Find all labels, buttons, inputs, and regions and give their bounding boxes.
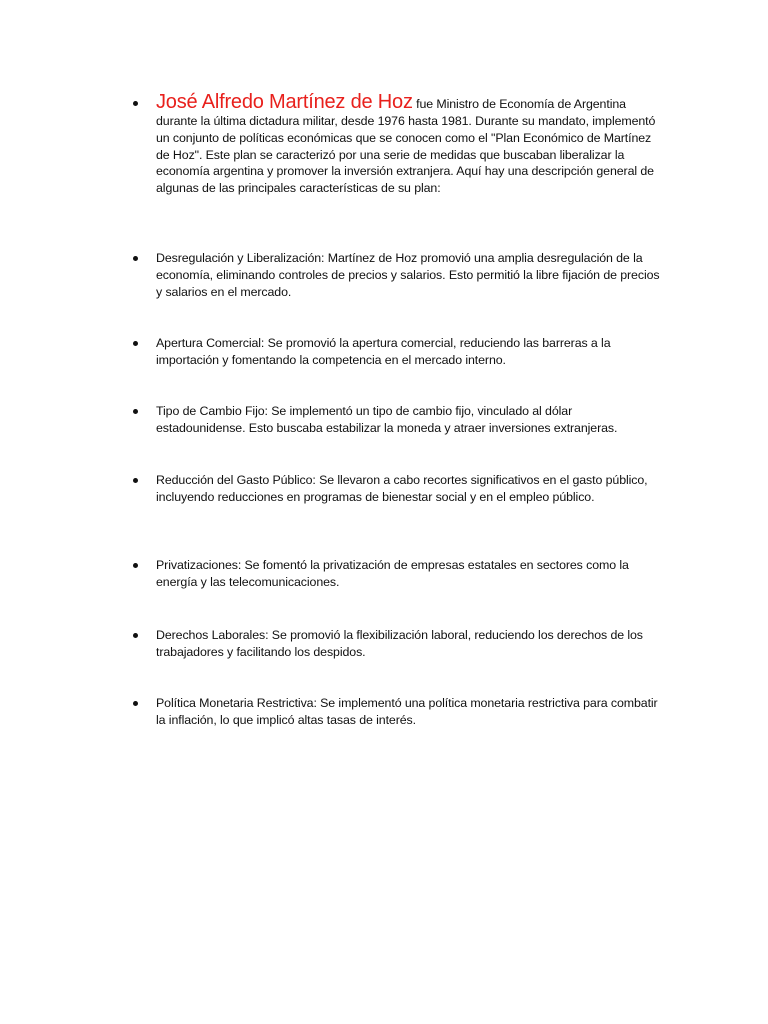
bullet-marker [133,409,138,414]
list-item-text: Privatizaciones: Se fomentó la privatización de empresas estatales en sectores como la energía y las telecomunicaciones. [156,558,629,589]
bullet-marker [133,101,138,106]
bullet-marker [133,633,138,638]
bullet-marker [133,478,138,483]
list-item [156,250,661,300]
list-item-text: Desregulación y Liberalización: Martínez de Hoz promovió una amplia desregulación de la economía, eliminando controles de precios y salarios. Esto permitió la libre fijación de precios y salarios en el mercado. [156,251,660,299]
list-item [156,627,661,661]
list-item [156,472,661,506]
bullet-marker [133,701,138,706]
list-item-text: Política Monetaria Restrictiva: Se implementó una política monetaria restrictiva para combatir la inflación, lo que implicó altas tasas de interés. [156,696,658,727]
intro-bullet-item [156,91,661,197]
list-item [156,403,661,437]
list-item [156,335,661,369]
bullet-marker [133,256,138,261]
intro-paragraph: fue Ministro de Economía de Argentina durante la última dictadura militar, desde 1976 hasta 1981. Durante su mandato, implementó un conjunto de políticas económicas que se conocen como el "Plan Económico de Martínez de Hoz". Este plan se caracterizó por una serie de medidas que buscaban liberalizar la economía argentina y promover la inversión extranjera. Aquí hay una descripción general de algunas de las principales características de su plan: [156,97,656,196]
list-item-text: Derechos Laborales: Se promovió la flexibilización laboral, reduciendo los derechos de los trabajadores y facilitando los despidos. [156,628,643,659]
list-item [156,695,661,729]
bullet-marker [133,341,138,346]
list-item-text: Tipo de Cambio Fijo: Se implementó un tipo de cambio fijo, vinculado al dólar estadounidense. Esto buscaba estabilizar la moneda y atraer inversiones extranjeras. [156,404,618,435]
headline-name: José Alfredo Martínez de Hoz [156,91,413,113]
list-item-text: Apertura Comercial: Se promovió la apertura comercial, reduciendo las barreras a la importación y fomentando la competencia en el mercado interno. [156,336,611,367]
list-item [156,557,661,591]
bullet-marker [133,563,138,568]
list-item-text: Reducción del Gasto Público: Se llevaron a cabo recortes significativos en el gasto público, incluyendo reducciones en programas de bienestar social y en el empleo público. [156,473,648,504]
